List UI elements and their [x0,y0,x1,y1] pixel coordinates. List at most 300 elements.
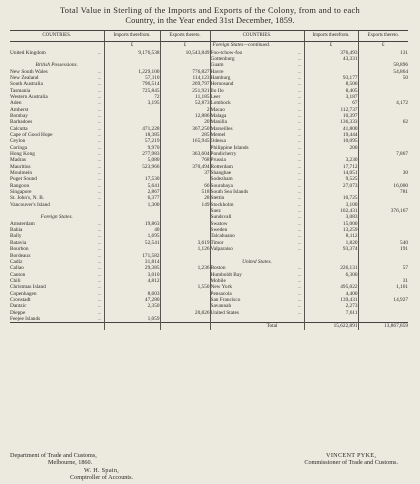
place-line: Melbourne, 1860. [48,459,93,466]
unit-label: £ [160,41,210,50]
leader-dots: ... [297,112,302,119]
country-label: United Kingdom [10,49,46,56]
leader-dots: ... [97,271,102,278]
leader-dots: ... [297,309,302,316]
comptroller-name: W. H. Spain, [83,467,120,474]
leader-dots: ... [97,201,102,208]
imports-value: 9,525 [304,176,358,182]
leader-dots: ... [297,303,302,310]
total-label: Total [210,323,304,330]
exports-value: 10,543,849 [160,50,210,56]
imports-value: 27,073 [304,183,358,189]
leader-dots: ... [297,201,302,208]
country-name [10,316,104,323]
country-label: Amsterdam [10,220,35,227]
leader-dots: ... [297,170,302,177]
leader-dots: ... [297,290,302,297]
imports-value: 1,229,100 [104,69,160,75]
table-body [10,41,408,330]
leader-dots: ... [97,151,102,157]
leader-dots: ... [97,246,102,253]
leader-dots: ... [297,119,302,126]
countries-header: COUNTRIES. [210,31,304,42]
dept-line: Department of Trade and Customs, [10,452,97,459]
imports-value: 10,095 [304,138,358,144]
leader-dots: ... [97,176,102,183]
leader-dots: ... [97,163,102,170]
imports-value: 1,695 [104,233,160,239]
leader-dots: ... [97,131,102,138]
unit-row [10,41,408,50]
leader-dots: ... [97,100,102,107]
leader-dots: ... [97,87,102,94]
leader-dots: ... [97,296,102,303]
imports-value: 43,331 [304,56,358,62]
imports-value: 47,280 [104,297,160,303]
country-label: Memel [210,131,226,138]
leader-dots: ... [97,106,102,113]
leader-dots: ... [297,284,302,291]
leader-dots: ... [297,131,302,138]
leader-dots: ... [97,93,102,100]
leader-dots: ... [297,55,302,62]
leader-dots: ... [97,182,102,189]
imports-value: 1,820 [304,240,358,246]
exports-value: 191 [358,246,408,252]
imports-value: 41,800 [304,126,358,132]
country-label: Sourabaya [210,182,233,189]
country-label: Bordeaux [10,252,31,259]
leader-dots: ... [97,189,102,196]
leader-dots: ... [297,233,302,240]
country-label: Vancouver's Island [10,201,50,208]
country-label: Gottenburg [210,55,235,62]
imports-value: 72 [104,94,160,100]
leader-dots: ... [97,125,102,132]
country-label: Cadiz [10,258,23,265]
countries-header: COUNTRIES. [10,31,104,42]
imports-value: 6,377 [104,195,160,201]
leader-dots: ... [97,303,102,310]
right-section-head: Foreign States—continued. [210,41,304,50]
country-label: Havre [210,68,224,75]
country-label: Rotterdam [210,163,233,170]
country-label: Bourbon [10,246,29,253]
country-label: Feejee Islands [10,315,41,322]
leader-dots: ... [97,252,102,259]
exports-value: 57 [358,265,408,271]
country-label: Ceylon [10,138,26,145]
country-label: Stockholm [210,201,234,208]
leader-dots: ... [97,195,102,202]
country-label: Mauritius [10,163,31,170]
exports-value: 363,604 [160,151,210,157]
leader-dots: ... [97,119,102,126]
country-label: Cape of Good Hope [10,131,53,138]
leader-dots: ... [97,112,102,119]
country-label: Canton [10,271,26,278]
leader-dots: ... [297,214,302,221]
country-label: Marseilles [210,125,233,132]
imports-value: 93,177 [304,75,358,81]
exports-value: 781 [358,189,408,195]
exports-value: 165,945 [160,138,210,144]
leader-dots: ... [97,170,102,177]
leader-dots: ... [297,246,302,253]
country-label: Rangoon [10,182,30,189]
leader-dots: ... [297,106,302,113]
leader-dots: ... [97,233,102,240]
exports-value: 776,827 [160,69,210,75]
imports-value: 376,493 [304,50,358,56]
leader-dots: ... [297,277,302,284]
country-label: Talcahuano [210,233,235,240]
country-label: Bombay [10,112,28,119]
exports-value: 62 [358,119,408,125]
country-label: Shanghae [210,170,232,177]
country-label: Christmas Island [10,284,46,291]
imports-value: 226,131 [304,265,358,271]
imports-value: 1,059 [104,316,160,323]
exports-value: 518 [160,189,210,195]
country-label: Odessa [210,138,226,145]
country-label: Cronstadt [10,296,31,303]
imports-value: 277,983 [104,151,160,157]
exports-value: 768 [160,157,210,163]
country-label: New York [210,284,232,291]
section-heading: Foreign States. [40,214,73,221]
imports-value: 102,431 [304,208,358,214]
comptroller-title: Comptroller of Accounts. [70,474,134,481]
imports-value: 5,080 [104,157,160,163]
leader-dots: ... [97,138,102,145]
country-label: Hong Kong [10,151,35,157]
country-label: Mobile [210,277,226,284]
country-label: Barbadoes [10,119,33,126]
leader-dots: ... [297,189,302,196]
imports-value: 112,737 [304,107,358,113]
leader-dots: ... [297,227,302,234]
country-label: Puget Sound [10,176,37,183]
imports-value: 13,259 [304,227,358,233]
country-label: Pensacola [210,290,232,297]
imports-value: 57,219 [104,138,160,144]
exports-value: 54,864 [358,69,408,75]
exports-value: 66 [160,183,210,189]
leader-dots: ... [97,227,102,234]
imports-value: 10,397 [304,113,358,119]
leader-dots: ... [297,296,302,303]
total-imports: 15,622,891 [304,323,358,330]
footer-signature [304,452,398,466]
imports-value: 5,641 [104,183,160,189]
exports-value: 7,867 [358,151,408,157]
leader-dots: ... [297,138,302,145]
leader-dots: ... [297,157,302,164]
exports-value: 2 [160,107,210,113]
imports-value: 8,603 [104,291,160,297]
imports-value: 495,022 [304,284,358,290]
country-label: Boston [210,265,226,272]
section-heading: British Possessions. [35,62,78,69]
country-label: Savannah [210,303,232,310]
imports-value: 17,712 [304,164,358,170]
exports-value: 149 [160,202,210,208]
country-label: Sweden [210,227,228,234]
country-label: Suez [210,208,221,215]
exports-value: 1,550 [160,284,210,290]
leader-dots: ... [297,151,302,157]
imports-value: 171,582 [104,253,160,259]
leader-dots: ... [97,81,102,88]
title-line-1: Total Value in Sterling of the Imports and Exports of the Colony, from and to each [59,6,361,15]
imports-value: 3,100 [304,202,358,208]
imports-value: 29,385 [104,265,160,271]
leader-dots: ... [97,315,102,322]
exports-value: 1,236 [160,265,210,271]
country-label: Dantzic [10,303,27,310]
country-label: South Sea Islands [210,189,249,196]
leader-dots: ... [297,195,302,202]
country-label: United States [210,309,239,316]
leader-dots: ... [97,74,102,81]
country-label: Guam [210,62,224,69]
imports-value: 136,333 [304,119,358,125]
country-label: Pondicherry [210,151,237,157]
exports-value: 114,123 [160,75,210,81]
imports-value: 725,845 [104,88,160,94]
imports-header: Imports therefrom. [104,31,160,42]
footer-comptroller [70,467,133,481]
country-label: Hamburg [210,74,231,81]
exports-value: 3,619 [160,240,210,246]
imports-value: 3,083 [304,214,358,220]
country-label: Tasmania [10,87,31,94]
country-label: Madras [10,157,26,164]
leader-dots: ... [297,271,302,278]
leader-dots: ... [97,309,102,316]
imports-value: 9,176,538 [104,50,160,56]
exports-value [160,316,210,323]
leader-dots: ... [297,62,302,69]
country-label: South Australia [10,81,43,88]
leader-dots: ... [297,182,302,189]
leader-dots: ... [297,220,302,227]
leader-dots: ... [297,239,302,246]
exports-value: 31 [358,278,408,284]
imports-value: 40 [104,227,160,233]
imports-value: 10,725 [304,195,358,201]
country-label: San Francisco [210,296,241,303]
country-label: Ilo Ilo [210,87,224,94]
imports-value: 2,350 [104,303,160,309]
country-label: Bahia [10,227,23,234]
table-row [10,316,408,323]
country-label: Humboldt Bay [210,271,242,278]
imports-value: 139,431 [304,297,358,303]
country-label: Philippine Islands [210,144,249,151]
exports-value: 12,886 [160,113,210,119]
exports-value: 50 [358,75,408,81]
country-label: Manilla [210,119,227,126]
country-label: Callao [10,265,24,272]
exports-value: 131 [358,50,408,56]
country-label: Sodezham [210,176,233,183]
country-label: Copenhagen [10,290,37,297]
imports-value: 1,300 [104,202,160,208]
footer-dept [10,452,97,466]
imports-value: 57,110 [104,75,160,81]
imports-value: 8,112 [304,233,358,239]
exports-value: 20 [160,119,210,125]
total-row [10,323,408,330]
imports-value: 3,187 [304,94,358,100]
leader-dots: ... [297,125,302,132]
page-title [10,6,410,26]
country-label: Western Australia [10,93,48,100]
leader-dots: ... [297,87,302,94]
leader-dots: ... [297,176,302,183]
leader-dots: ... [97,157,102,164]
imports-value: 2,273 [304,303,358,309]
exports-value: 20,826 [160,310,210,316]
country-label: Stettin [210,195,225,202]
exports-value: 540 [358,240,408,246]
exports-value: 11,185 [160,94,210,100]
imports-value: 8,405 [304,88,358,94]
country-label: Calcutta [10,125,28,132]
country-label: Foo-tchow-foo [210,49,243,56]
leader-dots: ... [297,208,302,215]
country-label: Moulmein [10,170,33,177]
imports-value: 3,230 [304,157,358,163]
leader-dots: ... [97,49,102,56]
imports-value: 6,300 [304,272,358,278]
leader-dots: ... [97,220,102,227]
imports-value: 523,966 [104,164,160,170]
country-label: Valparaiso [210,246,233,253]
leader-dots: ... [297,81,302,88]
imports-header: Imports therefrom. [304,31,358,42]
trade-table [10,30,408,330]
country-label: Sundsvall [210,214,232,221]
imports-value: 7,611 [304,310,358,316]
exports-value: 1,161 [358,284,408,290]
imports-value: 9,970 [104,145,160,151]
signer-title: Commissioner of Trade and Customs. [304,459,398,466]
exports-value: 251,921 [160,88,210,94]
country-label: Amherst [10,106,29,113]
exports-value: 16,000 [358,183,408,189]
leader-dots: ... [97,68,102,75]
exports-value: 367,250 [160,126,210,132]
exports-value: 269,797 [160,81,210,87]
leader-dots: ... [297,100,302,107]
leader-dots: ... [297,163,302,170]
leader-dots: ... [97,265,102,272]
country-label: Hernosand [210,81,234,88]
imports-value: 18,385 [104,132,160,138]
unit-label: £ [304,41,358,50]
leader-dots: ... [297,93,302,100]
exports-header: Exports thereto. [358,31,408,42]
imports-value: 31,814 [104,259,160,265]
exports-value: 4,172 [358,100,408,106]
leader-dots: ... [297,74,302,81]
unit-label: £ [104,41,160,50]
exports-value: 285 [160,132,210,138]
country-label: Coringa [10,144,28,151]
imports-value: 4,812 [104,278,160,284]
imports-value: 93,374 [304,246,358,252]
country-label: Swatow [210,220,228,227]
country-label: Bally [10,233,22,240]
exports-value: 28 [160,195,210,201]
imports-value: 200 [304,145,358,151]
imports-value: 796,514 [104,81,160,87]
imports-value: 4,400 [304,291,358,297]
total-exports: 13,867,859 [358,323,408,330]
exports-value: 30 [358,170,408,176]
country-label: St. John's, N. B. [10,195,45,202]
imports-value: 19,444 [304,132,358,138]
leader-dots: ... [97,290,102,297]
leader-dots: ... [97,258,102,265]
leader-dots: ... [97,284,102,291]
country-label: Malaga [210,112,227,119]
unit-label: £ [358,41,408,50]
exports-value: 370,494 [160,164,210,170]
imports-value: 3,010 [104,272,160,278]
imports-value: 3,195 [104,100,160,106]
country-label: Batavia [10,239,27,246]
table-header [10,31,408,42]
exports-value: 52,873 [160,100,210,106]
country-label: New South Wales [10,68,48,75]
leader-dots: ... [97,277,102,284]
country-label: Prussia [210,157,226,164]
country-label: Leer [210,93,221,100]
section-heading: United States. [210,259,304,265]
leader-dots: ... [97,239,102,246]
signer-name: VINCENT PYKE, [326,452,377,459]
imports-value: 67 [304,100,358,106]
imports-value: 8,506 [304,81,358,87]
imports-value: 2,867 [104,189,160,195]
country-label: Chili [10,277,21,284]
leader-dots: ... [297,68,302,75]
leader-dots: ... [297,49,302,56]
exports-value: 37 [160,170,210,176]
exports-value: 14,927 [358,297,408,303]
exports-value: 1,126 [160,246,210,252]
country-label: Singapore [10,189,32,196]
title-line-2: Country, in the Year ended 31st December, 1859. [125,16,295,25]
imports-value: 52,541 [104,240,160,246]
leader-dots: ... [297,265,302,272]
imports-value: 19,863 [104,221,160,227]
country-label: Lombock [210,100,231,107]
country-label: Macao [210,106,225,113]
exports-header: Exports thereto. [160,31,210,42]
country-label: Timor [210,239,224,246]
country-label: Dieppe [10,309,26,316]
imports-value: 471,228 [104,126,160,132]
country-label: Aden [10,100,22,107]
leader-dots: ... [297,144,302,151]
imports-value: 15,000 [304,221,358,227]
leader-dots: ... [97,144,102,151]
